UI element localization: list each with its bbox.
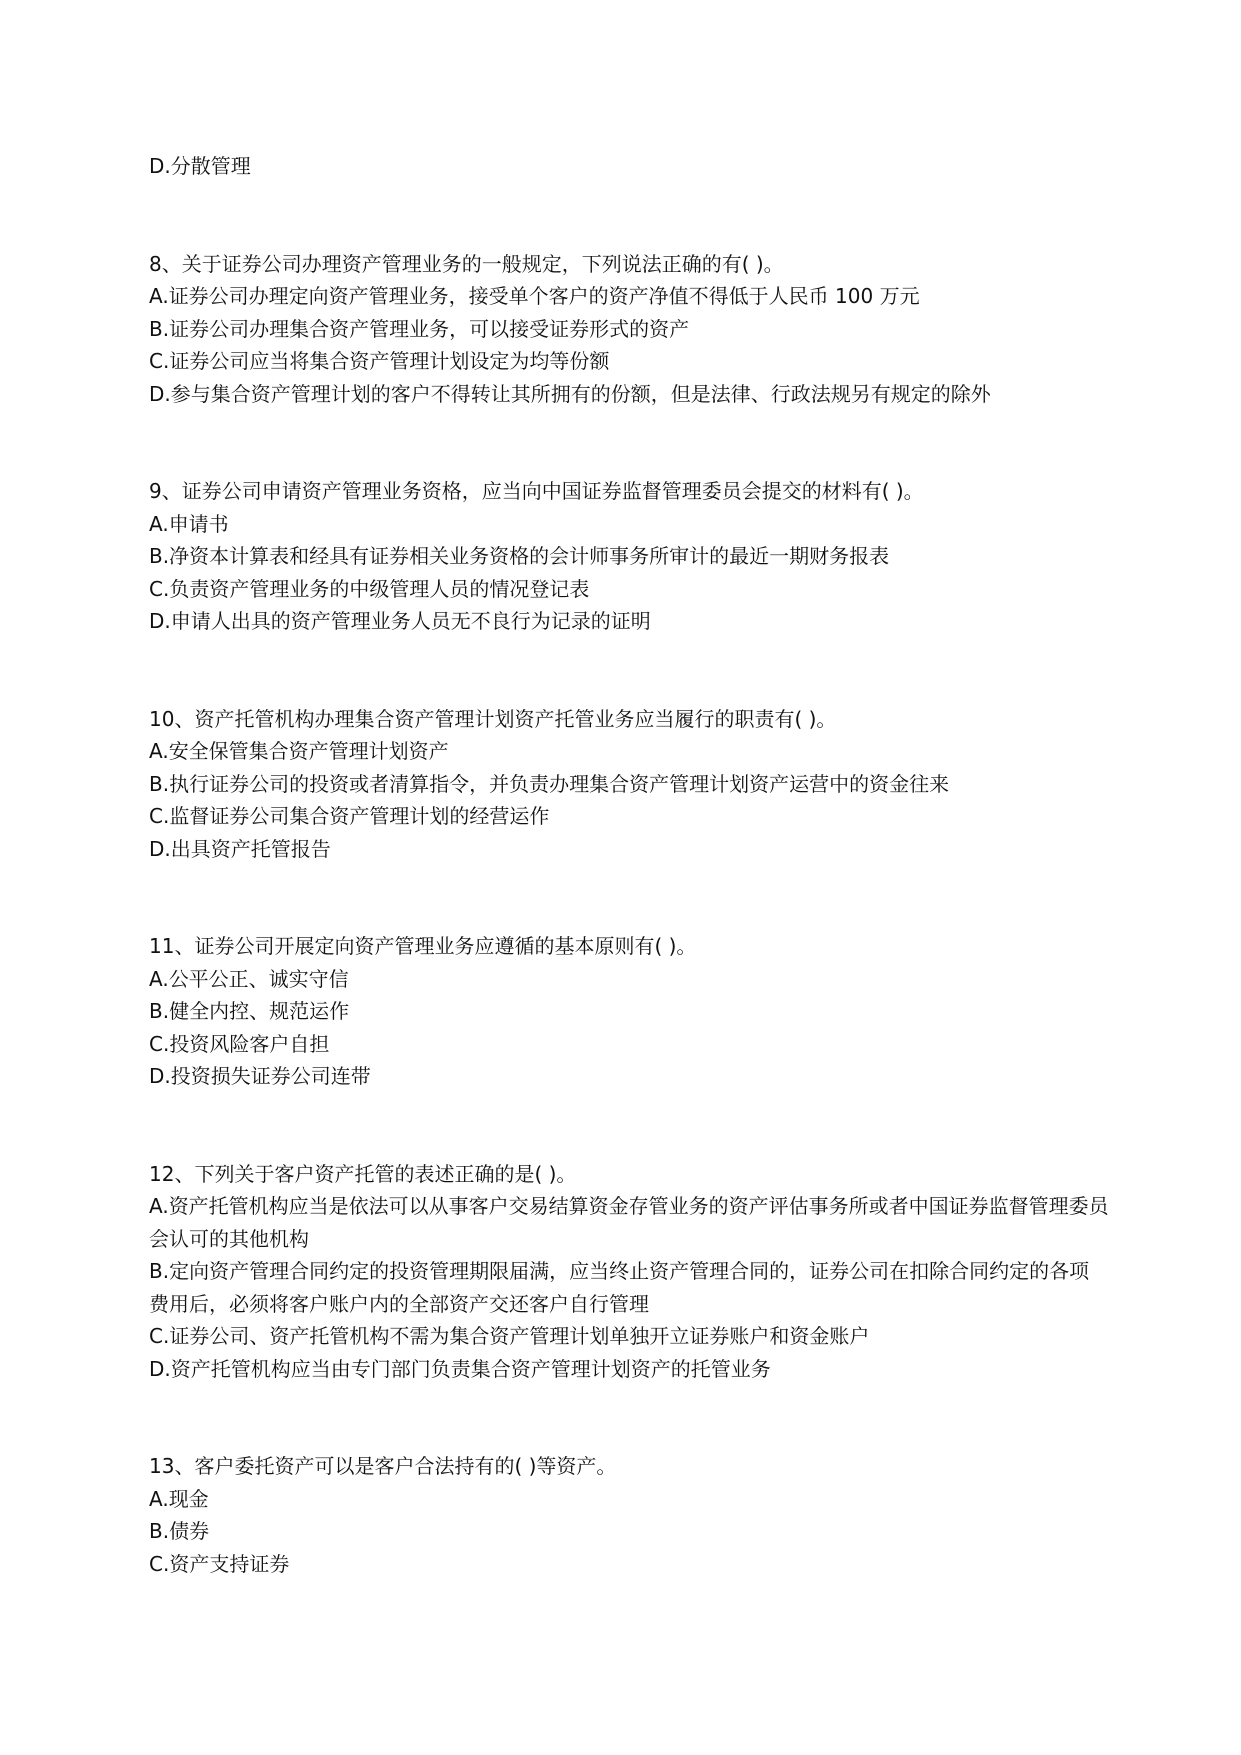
option-c: C.投资风险客户自担 [149,1031,330,1056]
option-c: C.资产支持证券 [149,1551,290,1576]
option-b: B.定向资产管理合同约定的投资管理期限届满，应当终止资产管理合同的，证券公司在扣除合同约定的各项费用后，必须将客户账户内的全部资产交还客户自行管理 [149,1259,1090,1316]
question-9 [149,475,1109,638]
option-a: A.公平公正、诚实守信 [149,966,349,991]
spacer [149,410,1109,475]
option-text: D.分散管理 [149,154,251,178]
question-stem: 11、证券公司开展定向资产管理业务应遵循的基本原则有( )。 [149,934,697,958]
spacer [149,1093,1109,1158]
question-stem: 9、证券公司申请资产管理业务资格，应当向中国证券监督管理委员会提交的材料有( )。 [149,479,924,503]
option-a: A.现金 [149,1486,209,1511]
option-d: D.出具资产托管报告 [149,836,331,861]
option-c: C.证券公司、资产托管机构不需为集合资产管理计划单独开立证券账户和资金账户 [149,1324,870,1348]
option-a: A.资产托管机构应当是依法可以从事客户交易结算资金存管业务的资产评估事务所或者中国证券监督管理委员会认可的其他机构 [149,1194,1109,1251]
question-11 [149,930,1109,1093]
spacer [149,865,1109,930]
question-12 [149,1158,1109,1386]
option-a: A.证券公司办理定向资产管理业务，接受单个客户的资产净值不得低于人民币 100 万元 [149,284,920,308]
option-c: C.负责资产管理业务的中级管理人员的情况登记表 [149,576,590,601]
question-stem: 10、资产托管机构办理集合资产管理计划资产托管业务应当履行的职责有( )。 [149,706,837,731]
question-stem: 8、关于证券公司办理资产管理业务的一般规定，下列说法正确的有( )。 [149,251,784,276]
option-d: D.申请人出具的资产管理业务人员无不良行为记录的证明 [149,609,651,633]
question-10 [149,703,1109,866]
question-stem: 12、下列关于客户资产托管的表述正确的是( )。 [149,1161,577,1186]
spacer [149,1385,1109,1450]
option-c: C.证券公司应当将集合资产管理计划设定为均等份额 [149,349,610,373]
option-d: D.资产托管机构应当由专门部门负责集合资产管理计划资产的托管业务 [149,1356,771,1381]
option-d: D.投资损失证券公司连带 [149,1064,371,1088]
spacer [149,183,1109,248]
question-8 [149,248,1109,411]
option-b: B.健全内控、规范运作 [149,999,350,1023]
spacer [149,638,1109,703]
option-b: B.执行证券公司的投资或者清算指令，并负责办理集合资产管理计划资产运营中的资金往来 [149,771,950,796]
option-d: D.参与集合资产管理计划的客户不得转让其所拥有的份额，但是法律、行政法规另有规定的除外 [149,381,991,406]
option-b: B.证券公司办理集合资产管理业务，可以接受证券形式的资产 [149,316,690,341]
option-b: B.债券 [149,1519,210,1543]
question-stem: 13、客户委托资产可以是客户合法持有的( )等资产。 [149,1454,617,1478]
option-a: A.安全保管集合资产管理计划资产 [149,739,449,763]
option-b: B.净资本计算表和经具有证券相关业务资格的会计师事务所审计的最近一期财务报表 [149,544,890,568]
option-c: C.监督证券公司集合资产管理计划的经营运作 [149,804,550,828]
question-13 [149,1450,1109,1580]
option-a: A.申请书 [149,511,229,536]
document-page [149,150,1109,1580]
